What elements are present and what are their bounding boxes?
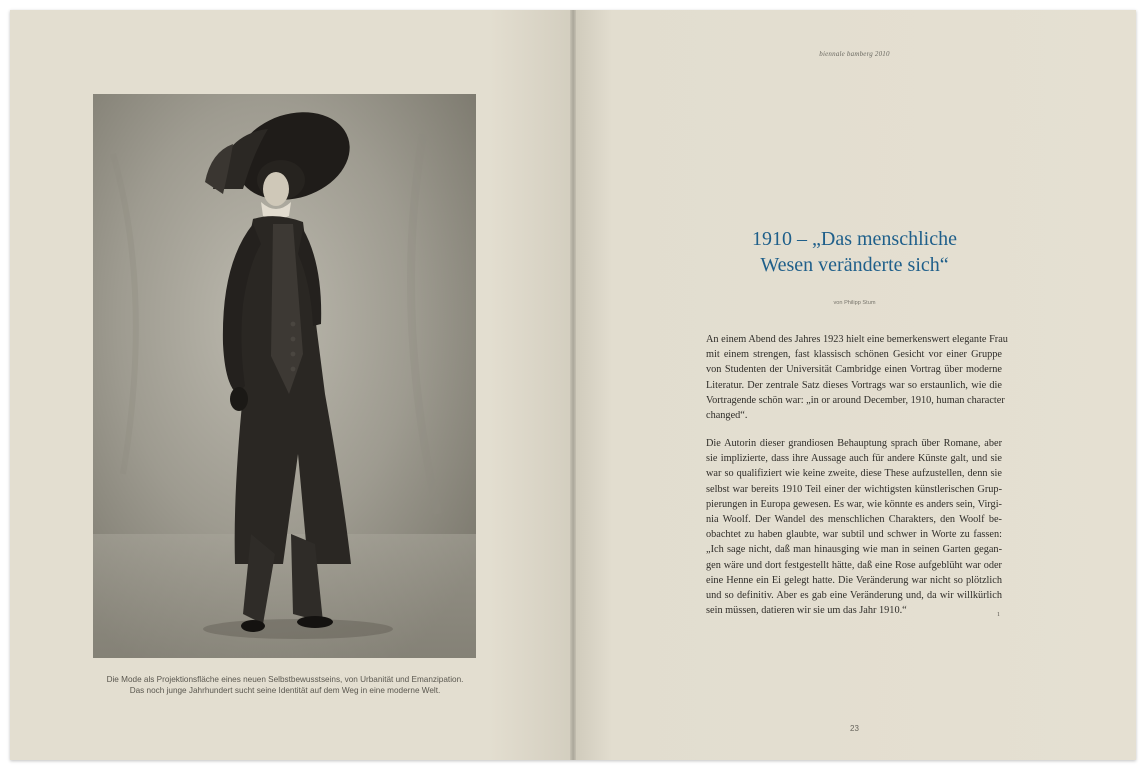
footnote-mark: 1: [997, 612, 1000, 618]
title-line: Wesen veränderte sich“: [760, 254, 949, 276]
running-head: biennale bamberg 2010: [819, 50, 890, 58]
article-title: [573, 226, 1136, 278]
byline: von Philipp Stum: [833, 300, 876, 306]
caption-line: Die Mode als Projektionsfläche eines neuen Selbstbewusstseins, von Urbanität und Emanzipation.: [106, 675, 464, 684]
text-line: sie implizierte, dass ihre Aussage auch für andere Künste galt, und sie: [706, 453, 1002, 465]
text-line: „Ich sage nicht, daß man hinausging wie man in seinen Garten gegan-: [706, 544, 1002, 556]
text-line: Literatur. Der zentrale Satz dieses Vortrags war so erstaunlich, wie die: [706, 379, 1002, 391]
page-number: 23: [850, 724, 859, 733]
woman-in-hat-illustration: [93, 94, 476, 658]
text-line: von Studenten der Universität Cambridge einen Vortrag über moderne: [706, 364, 1002, 376]
text-line: und so definitiv. Aber es gab eine Veränderung und, da wir willkürlich: [706, 590, 1002, 602]
right-page: [573, 10, 1136, 760]
text-line: obachtet zu haben glaubte, war subtil und schwer in Worte zu fassen:: [706, 529, 1002, 541]
text-line: gen wäre und dort festgestellt hätte, daß eine Rose aufgeblüht war oder: [706, 559, 1002, 571]
portrait-photograph: [93, 94, 476, 658]
book-spread: [10, 10, 1136, 760]
title-line: 1910 – „Das menschliche: [752, 228, 957, 250]
text-line: nia Woolf. Der Wandel des menschlichen Charakters, den Woolf be-: [706, 514, 1002, 526]
text-line: mit einem strengen, fast klassisch schönen Gesicht vor einer Gruppe: [706, 349, 1002, 361]
text-line: war so qualifiziert wie keine zweite, diese These aufzustellen, denn sie: [706, 468, 1002, 480]
text-line: Vortragende schön war: „in or around December, 1910, human character: [706, 394, 1005, 406]
text-line: sein müssen, datieren wir sie um das Jahr 1910.“: [706, 605, 907, 617]
book-gutter: [570, 10, 576, 760]
photo-caption: [70, 675, 500, 696]
text-line: pierungen in Europa gewesen. Es war, wie könnte es anders sein, Virgi-: [706, 498, 1002, 510]
text-line: An einem Abend des Jahres 1923 hielt eine bemerkenswert elegante Frau: [706, 334, 1008, 345]
text-line: Die Autorin dieser grandiosen Behauptung sprach über Romane, aber: [706, 438, 1002, 449]
text-line: selbst war bereits 1910 Teil einer der wichtigsten künstlerischen Grup-: [706, 483, 1002, 495]
paragraph-2: [706, 436, 1002, 618]
left-page: [10, 10, 573, 760]
caption-line: Das noch junge Jahrhundert sucht seine Identität auf dem Weg in eine moderne Welt.: [129, 685, 441, 695]
paragraph-1: [706, 332, 1008, 423]
text-line: changed“.: [706, 410, 748, 422]
text-line: eine Henne ein Ei gelegt hatte. Die Veränderung war nicht so plötzlich: [706, 574, 1002, 586]
